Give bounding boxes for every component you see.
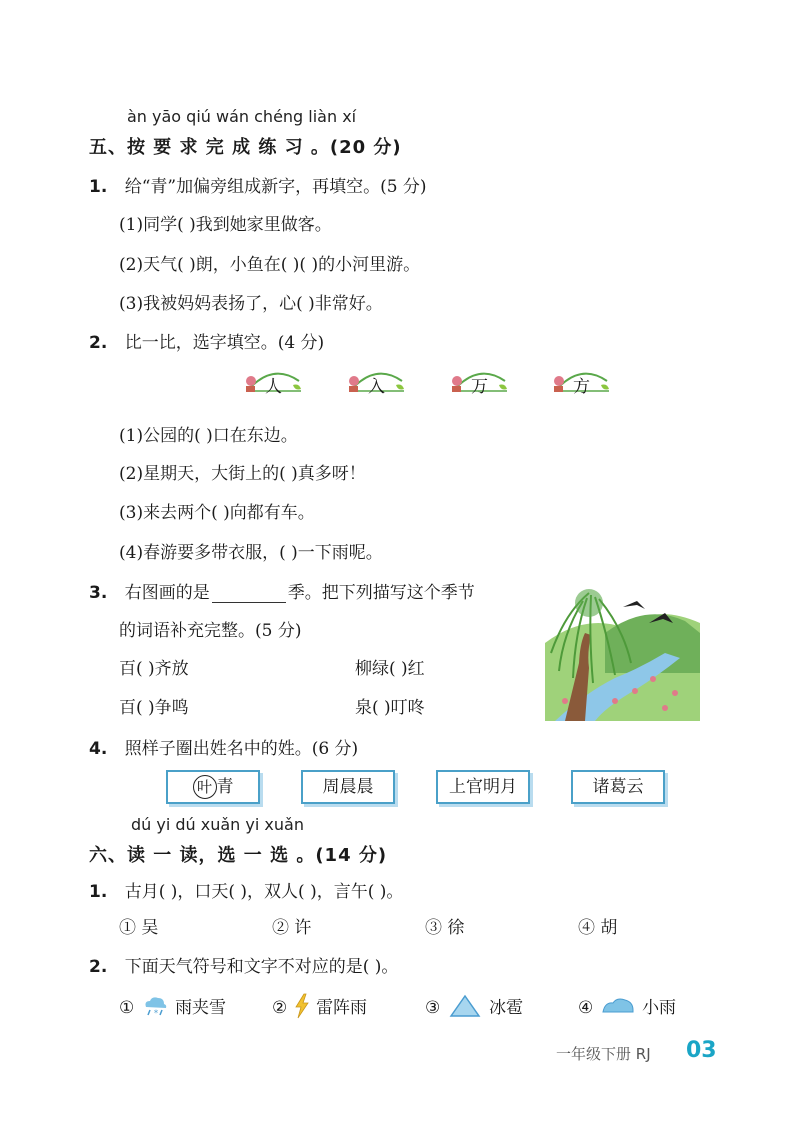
question-text: 给“青”加偏旁组成新字，再填空。(5 分) xyxy=(124,177,427,197)
option-label: 小雨 xyxy=(642,998,677,1018)
page-number: 03 xyxy=(686,1038,717,1063)
light-rain-icon xyxy=(601,996,635,1016)
question-text: 照样子圈出姓名中的姓。(6 分) xyxy=(124,739,359,759)
spring-illustration xyxy=(545,583,700,721)
svg-text:*: * xyxy=(153,1009,158,1017)
q5-2-item-1: (1)公园的( )口在东边。 xyxy=(119,426,298,446)
thunderstorm-icon xyxy=(294,993,310,1019)
question-number: 3. xyxy=(89,583,108,603)
char-badge xyxy=(243,367,303,399)
question-text: 比一比，选字填空。(4 分) xyxy=(124,333,325,353)
q5-3 xyxy=(89,578,475,603)
char-badge xyxy=(346,367,406,399)
q6-1-option-2[interactable]: ② 许 xyxy=(272,918,312,938)
circled-surname: 叶 xyxy=(193,775,217,799)
badge-char: 万 xyxy=(471,377,488,397)
q5-2-item-4: (4)春游要多带衣服，( )一下雨呢。 xyxy=(119,543,383,563)
question-text: 下面天气符号和文字不对应的是( )。 xyxy=(124,957,399,977)
q5-2 xyxy=(89,328,324,353)
question-text-after: 季。把下列描写这个季节 xyxy=(287,583,475,603)
option-number: ④ xyxy=(578,998,594,1018)
question-number: 1. xyxy=(89,177,108,197)
answer-blank[interactable] xyxy=(212,601,286,603)
sleet-icon xyxy=(142,995,168,1017)
q5-1-item-1: (1)同学( )我到她家里做客。 xyxy=(119,215,332,235)
q5-4 xyxy=(89,734,358,759)
q6-1-option-4[interactable]: ④ 胡 xyxy=(578,918,618,938)
q5-1-item-2: (2)天气( )朗，小鱼在( )( )的小河里游。 xyxy=(119,255,421,275)
given-name: 青 xyxy=(216,777,234,797)
question-text-before: 右图画的是 xyxy=(124,583,210,603)
q5-1 xyxy=(89,172,427,197)
q6-2-option-4[interactable] xyxy=(578,993,676,1018)
q5-3-item-2: 柳绿( )红 xyxy=(355,659,425,679)
question-number: 1. xyxy=(89,882,108,902)
name-box-example xyxy=(166,770,260,804)
option-label: 冰雹 xyxy=(489,998,524,1018)
option-label: 雨夹雪 xyxy=(175,998,227,1018)
q5-3-item-3: 百( )争鸣 xyxy=(119,698,189,718)
q6-2-option-1[interactable] xyxy=(119,993,226,1018)
char-badge xyxy=(449,367,509,399)
q6-1 xyxy=(89,877,403,902)
question-number: 2. xyxy=(89,333,108,353)
q5-3-item-1: 百( )齐放 xyxy=(119,659,189,679)
option-number: ② xyxy=(272,998,288,1018)
option-label: 雷阵雨 xyxy=(316,998,368,1018)
q6-1-option-1[interactable]: ① 吴 xyxy=(119,918,159,938)
question-number: 2. xyxy=(89,957,108,977)
badge-char: 入 xyxy=(368,377,385,397)
q6-2 xyxy=(89,952,398,977)
q5-2-item-3: (3)来去两个( )向都有车。 xyxy=(119,503,315,523)
question-number: 4. xyxy=(89,739,108,759)
section5-title: 五、按 要 求 完 成 练 习 。(20 分) xyxy=(89,137,402,158)
badge-char: 人 xyxy=(265,377,282,397)
name-box[interactable]: 周晨晨 xyxy=(301,770,395,804)
q5-1-item-3: (3)我被妈妈表扬了，心( )非常好。 xyxy=(119,294,383,314)
name-box[interactable]: 诸葛云 xyxy=(571,770,665,804)
q6-1-option-3[interactable]: ③ 徐 xyxy=(425,918,465,938)
q5-3-line2: 的词语补充完整。(5 分) xyxy=(119,621,302,641)
section6-pinyin: dú yi dú xuǎn yi xuǎn xyxy=(131,815,304,834)
name-box[interactable]: 上官明月 xyxy=(436,770,530,804)
question-text: 古月( )，口天( )，双人( )，言午( )。 xyxy=(124,882,404,902)
section5-pinyin: àn yāo qiú wán chéng liàn xí xyxy=(127,107,357,126)
char-badge xyxy=(551,367,611,399)
section6-title: 六、读 一 读，选 一 选 。(14 分) xyxy=(89,845,388,866)
q5-2-item-2: (2)星期天，大街上的( )真多呀！ xyxy=(119,464,366,484)
footer-grade: 一年级下册 RJ xyxy=(556,1045,651,1063)
q5-3-item-4: 泉( )叮咚 xyxy=(355,698,425,718)
option-number: ③ xyxy=(425,998,441,1018)
badge-char: 方 xyxy=(573,377,590,397)
q6-2-option-3[interactable] xyxy=(425,993,523,1018)
q6-2-option-2[interactable] xyxy=(272,993,367,1019)
hail-icon xyxy=(448,994,482,1018)
option-number: ① xyxy=(119,998,135,1018)
